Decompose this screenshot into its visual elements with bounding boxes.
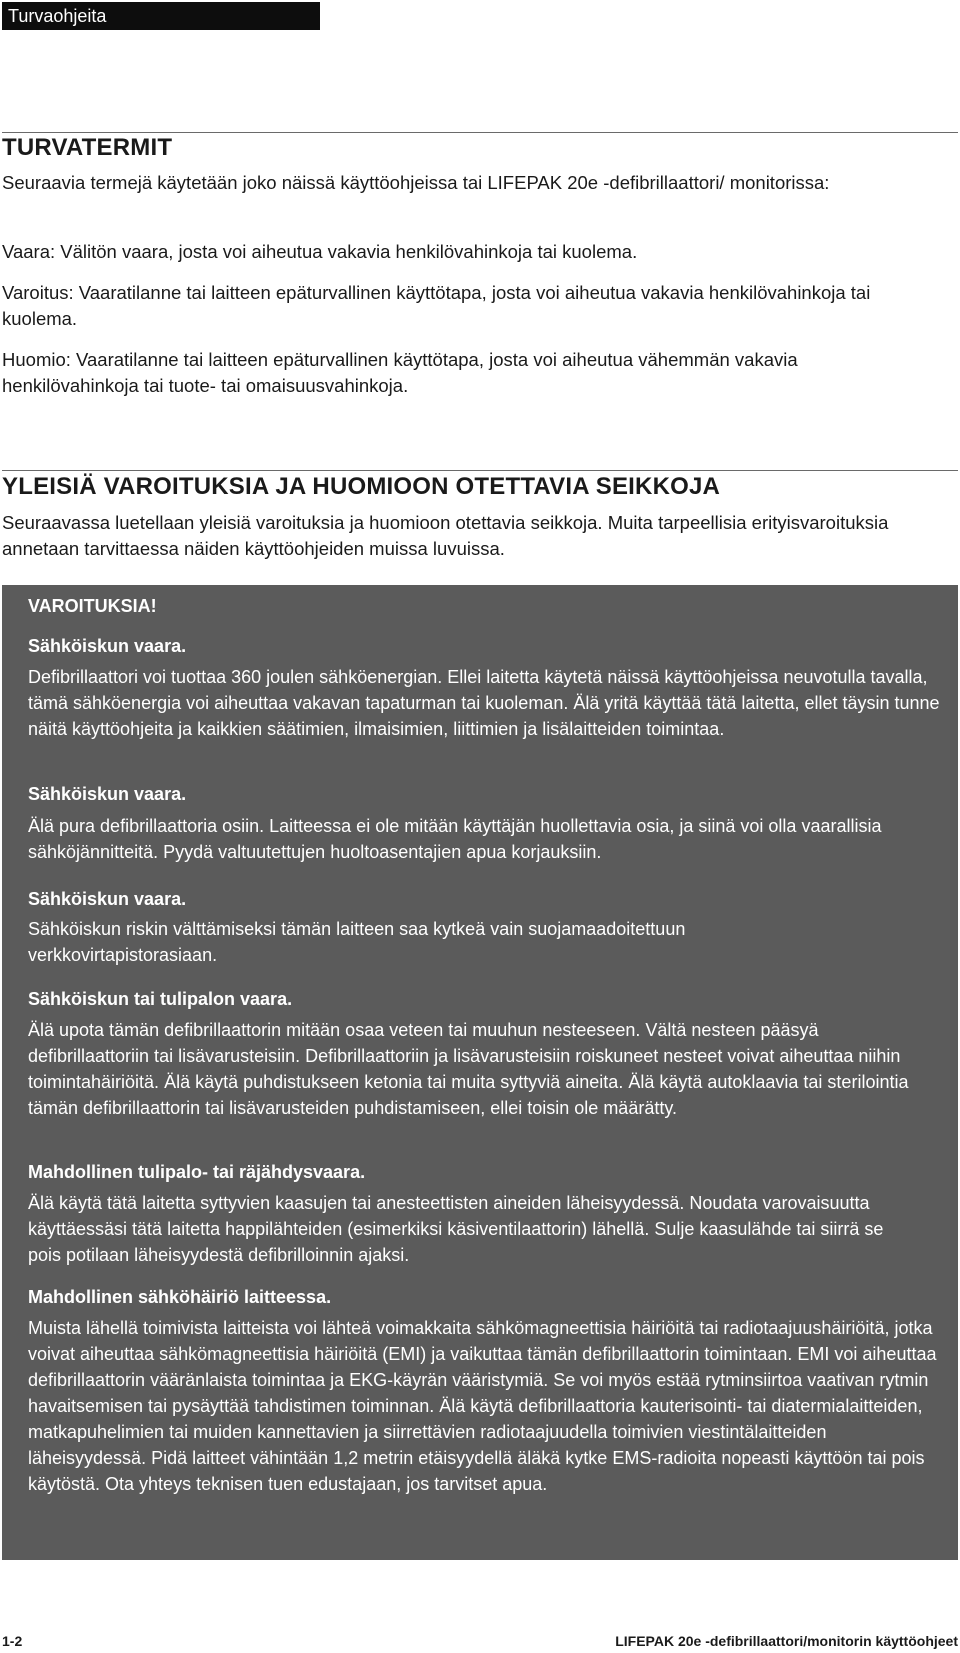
term-danger: Vaara: Välitön vaara, josta voi aiheutua vakavia henkilövahinkoja tai kuolema. [2,241,638,262]
section-header-tab: Turvaohjeita [2,2,320,30]
warning-title: Mahdollinen tulipalo- tai räjähdysvaara. [28,1162,366,1182]
warning-text: Sähköiskun riskin välttämiseksi tämän laitteen saa kytkeä vain suojamaadoitettuun verkkovirtapistorasiaan. [28,919,686,965]
warnings-box [2,585,958,1560]
warning-title: Sähköiskun tai tulipalon vaara. [28,989,293,1009]
manual-title: LIFEPAK 20e -defibrillaattori/monitorin käyttöohjeet [615,1633,958,1649]
page-number: 1-2 [2,1633,23,1649]
warning-title: Sähköiskun vaara. [28,889,187,909]
general-warnings-intro: Seuraavassa luetellaan yleisiä varoituksia ja huomioon otettavia seikkoja. Muita tarpeellisia erityisvaroituksia annetaan tarvittaessa näiden käyttöohjeiden muissa luvuissa. [2,512,889,559]
section-divider [2,132,958,133]
warning-text: Älä upota tämän defibrillaattorin mitään osaa veteen tai muuhun nesteeseen. Vältä nesteen pääsyä defibrillaattoriin tai lisävarusteisiin. Defibrillaattoriin ja lisävarusteisiin roiskuneet nesteet voivat aiheuttaa niihin toimintahäiriöitä. Älä käytä puhdistukseen ketonia tai muita syttyviä aineita. Älä käytä autoklaavia tai sterilointia tämän defibrillaattorin tai lisävarusteiden puhdistamiseen, ellei toisin ole määrätty. [28,1020,909,1118]
warning-text: Defibrillaattori voi tuottaa 360 joulen sähköenergian. Ellei laitetta käytetä näissä käyttöohjeissa neuvotulla tavalla, tämä sähköenergia voi aiheuttaa vakavan tapaturman tai kuoleman. Älä yritä käyttää tätä laitetta, ellet täysin tunne näitä käyttöohjeita ja kaikkien säätimien, ilmaisimien, liittimien ja lisälaitteiden toimintaa. [28,667,940,739]
warning-title: Mahdollinen sähköhäiriö laitteessa. [28,1287,332,1307]
term-caution: Huomio: Vaaratilanne tai laitteen epäturvallinen käyttötapa, josta voi aiheutua vähemmän vakavia henkilövahinkoja tai tuote- tai omaisuusvahinkoja. [2,349,798,396]
section-divider [2,470,958,471]
section-title-safety-terms: TURVATERMIT [2,134,173,161]
warning-title: Sähköiskun vaara. [28,636,187,656]
safety-terms-intro: Seuraavia termejä käytetään joko näissä käyttöohjeissa tai LIFEPAK 20e -defibrillaattori/ monitorissa: [2,172,830,193]
warning-title: Sähköiskun vaara. [28,784,187,804]
warning-text: Älä käytä tätä laitetta syttyvien kaasujen tai anesteettisten aineiden läheisyydessä. Noudata varovaisuutta käyttäessäsi tätä laitetta happilähteiden (esimerkiksi käsiventilaattorin) lähellä. Sulje kaasulähde tai siirrä se pois potilaan läheisyydestä defibrilloinnin ajaksi. [28,1193,884,1265]
term-warning: Varoitus: Vaaratilanne tai laitteen epäturvallinen käyttötapa, josta voi aiheutua vakavia henkilövahinkoja tai kuolema. [2,282,871,329]
warnings-heading: VAROITUKSIA! [28,596,157,616]
section-title-general-warnings: YLEISIÄ VAROITUKSIA JA HUOMIOON OTETTAVIA SEIKKOJA [2,473,721,500]
warning-text: Älä pura defibrillaattoria osiin. Laitteessa ei ole mitään käyttäjän huollettavia osia, ja siinä voi olla vaarallisia sähköjännitteitä. Pyydä valtuutettujen huoltoasentajien apua korjauksiin. [28,816,882,862]
warning-text: Muista lähellä toimivista laitteista voi lähteä voimakkaita sähkömagneettisia häiriöitä tai radiotaajuushäiriöitä, jotka voivat aiheuttaa sähkömagneettisia häiriöitä (EMI) ja vaikuttaa tämän defibrillaattorin toimintaan. EMI voi aiheuttaa defibrillaattorin vääränlaista toimintaa ja EKG-käyrän vääristymiä. Se voi myös estää rytminsiirtoa vaativan rytmin havaitsemisen tai pysäyttää tahdistimen toiminnan. Älä käytä defibrillaattoria kauterisointi- tai diatermialaitteiden, matkapuhelimien tai muiden kannettavien ja siirrettävien radiotaajuudella toimivien viestintälaitteiden läheisyydessä. Pidä laitteet vähintään 1,2 metrin etäisyydellä äläkä kytke EMS-radioita nopeasti käyttöön tai pois käytöstä. Ota yhteys teknisen tuen edustajaan, jos tarvitset apua. [28,1318,937,1494]
